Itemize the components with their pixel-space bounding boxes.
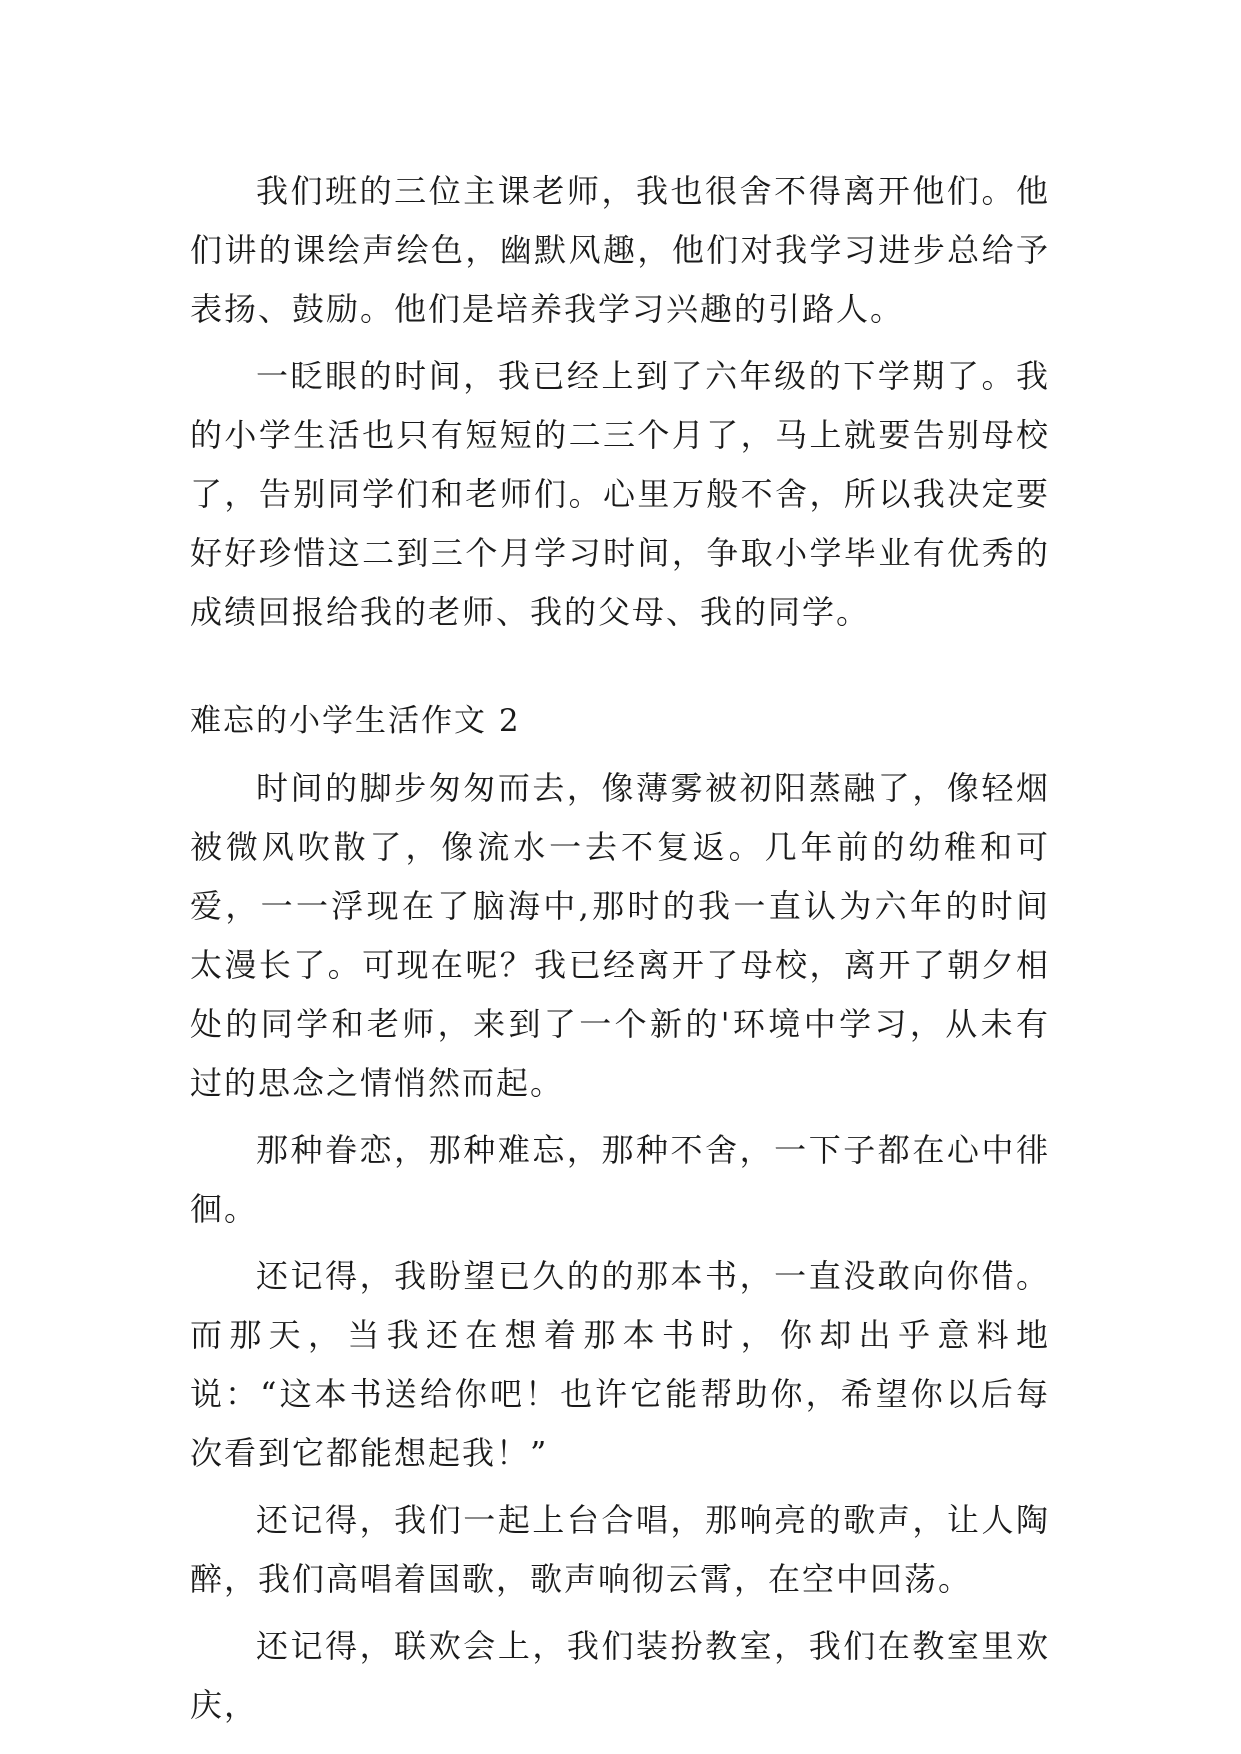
paragraph-book-memory: 还记得，我盼望已久的的那本书，一直没敢向你借。而那天，当我还在想着那本书时，你却出乎意料地说：“这本书送给你吧！也许它能帮助你，希望你以后每次看到它都能想起我！” bbox=[190, 1257, 1050, 1472]
paragraph-teachers: 我们班的三位主课老师，我也很舍不得离开他们。他们讲的课绘声绘色，幽默风趣，他们对我学习进步总给予表扬、鼓励。他们是培养我学习兴趣的引路人。 bbox=[190, 172, 1050, 328]
paragraph-time-passes: 时间的脚步匆匆而去，像薄雾被初阳蒸融了，像轻烟被微风吹散了，像流水一去不复返。几年前的幼稚和可爱，一一浮现在了脑海中,那时的我一直认为六年的时间太漫长了。可现在呢？我已经离开了母校，离开了朝夕相处的同学和老师，来到了一个新的'环境中学习，从未有过的思念之情悄然而起。 bbox=[190, 769, 1050, 1102]
paragraph-nostalgia: 那种眷恋，那种难忘，那种不舍，一下子都在心中徘徊。 bbox=[190, 1131, 1050, 1228]
essay-heading: 难忘的小学生活作文 2 bbox=[190, 703, 521, 739]
paragraph-party-memory: 还记得，联欢会上，我们装扮教室，我们在教室里欢庆， bbox=[190, 1627, 1050, 1724]
paragraph-sixth-grade: 一眨眼的时间，我已经上到了六年级的下学期了。我的小学生活也只有短短的二三个月了，马上就要告别母校了，告别同学们和老师们。心里万般不舍，所以我决定要好好珍惜这二到三个月学习时间，争取小学毕业有优秀的成绩回报给我的老师、我的父母、我的同学。 bbox=[190, 357, 1050, 631]
document-body bbox=[190, 162, 1050, 1743]
paragraph-chorus-memory: 还记得，我们一起上台合唱，那响亮的歌声，让人陶醉，我们高唱着国歌，歌声响彻云霄，在空中回荡。 bbox=[190, 1501, 1050, 1598]
